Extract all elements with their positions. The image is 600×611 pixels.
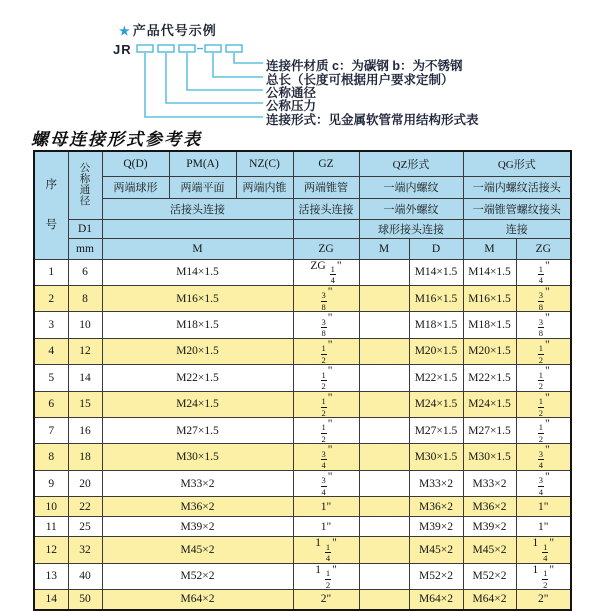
- header-qz-m: M: [359, 238, 409, 259]
- table-row: [34, 338, 571, 364]
- code-label-pressure: 公称压力: [266, 99, 317, 113]
- cell-qg-m: M27×1.5: [463, 418, 516, 444]
- cell-thread-zg: $\frac{3}{8}$ ": [293, 285, 359, 311]
- cell-thread-zg: 1 $\frac{1}{4}$ ": [293, 537, 359, 563]
- code-label-connection: 连接形式：见金属软管常用结构形式表: [266, 113, 479, 127]
- leader-line-material: [234, 53, 263, 63]
- cell-thread-zg: $\frac{1}{2}$ ": [293, 365, 359, 391]
- cell-thread-zg: 1 $\frac{1}{2}$ ": [293, 563, 359, 589]
- cell-thread-zg: 2": [293, 590, 359, 610]
- cell-qg-zg: 2": [516, 590, 571, 610]
- cell-dn: 20: [68, 470, 102, 496]
- cell-serial: 3: [34, 312, 68, 338]
- code-label-length: 总长（长度可根据用户要求定制）: [266, 73, 454, 87]
- cell-thread-zg: $\frac{3}{4}$ ": [293, 470, 359, 496]
- cell-qz-m: [359, 517, 409, 537]
- star-icon: ★: [119, 24, 131, 38]
- cell-qg-zg: $\frac{3}{8}$ ": [516, 312, 571, 338]
- header-conn-taper-qg: 一端锥管螺纹接头: [463, 198, 571, 219]
- cell-qz-d: M36×2: [409, 497, 463, 517]
- cell-qg-zg: $\frac{1}{2}$ ": [516, 391, 571, 417]
- cell-thread-m: M30×1.5: [102, 444, 293, 470]
- header-conn-union: 活接头连接: [102, 198, 293, 219]
- leader-line-diameter: [187, 53, 263, 90]
- cell-qz-m: [359, 259, 409, 285]
- code-box-4: [205, 45, 221, 52]
- cell-qg-zg: 1": [516, 497, 571, 517]
- code-box-2: [158, 45, 174, 52]
- header-form-gz: GZ: [293, 151, 359, 176]
- cell-qg-zg: $\frac{3}{4}$ ": [516, 470, 571, 496]
- header-desc-gz: 两端锥管: [293, 176, 359, 198]
- header-empty-gz: [293, 219, 359, 238]
- code-box-5: [226, 45, 242, 52]
- cell-qg-m: M52×2: [463, 563, 516, 589]
- cell-serial: 10: [34, 497, 68, 517]
- cell-qg-m: M22×1.5: [463, 365, 516, 391]
- cell-qg-m: M14×1.5: [463, 259, 516, 285]
- cell-qz-d: M24×1.5: [409, 391, 463, 417]
- cell-qg-m: M18×1.5: [463, 312, 516, 338]
- cell-qz-d: M45×2: [409, 537, 463, 563]
- cell-qg-zg: 1 $\frac{1}{2}$ ": [516, 563, 571, 589]
- cell-qz-d: M52×2: [409, 563, 463, 589]
- cell-thread-m: M14×1.5: [102, 259, 293, 285]
- cell-qg-m: M30×1.5: [463, 444, 516, 470]
- header-conn-ext-qz: 一端外螺纹: [359, 198, 463, 219]
- cell-qz-m: [359, 418, 409, 444]
- cell-dn: 6: [68, 259, 102, 285]
- leader-line-pressure: [166, 53, 263, 103]
- table-row: [34, 365, 571, 391]
- cell-qg-m: M36×2: [463, 497, 516, 517]
- cell-dn: 16: [68, 418, 102, 444]
- cell-dn: 18: [68, 444, 102, 470]
- cell-qz-d: M16×1.5: [409, 285, 463, 311]
- cell-qg-zg: $\frac{1}{2}$ ": [516, 365, 571, 391]
- header-qg-zg: ZG: [516, 238, 571, 259]
- cell-qz-m: [359, 338, 409, 364]
- cell-dn: 50: [68, 590, 102, 610]
- cell-qg-zg: 1 $\frac{1}{4}$ ": [516, 537, 571, 563]
- cell-qg-m: M16×1.5: [463, 285, 516, 311]
- table-row: [34, 285, 571, 311]
- cell-qg-zg: $\frac{1}{2}$ ": [516, 338, 571, 364]
- code-box-3: [179, 45, 195, 52]
- cell-qz-m: [359, 537, 409, 563]
- cell-qg-zg: $\frac{3}{4}$ ": [516, 444, 571, 470]
- header-serial: 序 号: [34, 151, 68, 259]
- header-ball-joint-qz: 球形接头连接: [359, 219, 463, 238]
- cell-thread-m: M36×2: [102, 497, 293, 517]
- header-desc-pma: 两端平面: [169, 176, 236, 198]
- cell-thread-zg: 1": [293, 517, 359, 537]
- table-row: [34, 517, 571, 537]
- cell-qz-d: M39×2: [409, 517, 463, 537]
- cell-thread-zg: $\frac{1}{2}$ ": [293, 391, 359, 417]
- cell-qg-m: M45×2: [463, 537, 516, 563]
- cell-thread-m: M33×2: [102, 470, 293, 496]
- table-row: [34, 590, 571, 610]
- cell-thread-m: M27×1.5: [102, 418, 293, 444]
- product-code-prefix: JR: [113, 42, 132, 57]
- cell-qg-m: M39×2: [463, 517, 516, 537]
- header-dn: 公 称 通 径: [68, 151, 102, 219]
- cell-qz-m: [359, 365, 409, 391]
- cell-thread-zg: 1": [293, 497, 359, 517]
- cell-dn: 40: [68, 563, 102, 589]
- cell-qg-m: M24×1.5: [463, 391, 516, 417]
- cell-dn: 32: [68, 537, 102, 563]
- header-empty-left: [102, 219, 293, 238]
- cell-serial: 9: [34, 470, 68, 496]
- header-thread-m: M: [102, 238, 293, 259]
- cell-thread-m: M45×2: [102, 537, 293, 563]
- cell-thread-m: M20×1.5: [102, 338, 293, 364]
- cell-serial: 8: [34, 444, 68, 470]
- header-qz-d: D: [409, 238, 463, 259]
- cell-qg-m: M64×2: [463, 590, 516, 610]
- cell-dn: 10: [68, 312, 102, 338]
- cell-thread-m: M16×1.5: [102, 285, 293, 311]
- table-row: [34, 470, 571, 496]
- cell-thread-m: M22×1.5: [102, 365, 293, 391]
- cell-serial: 7: [34, 418, 68, 444]
- header-desc-qg: 一端内螺纹活接头: [463, 176, 571, 198]
- code-label-material: 连接件材质 c：为碳钢 b：为不锈钢: [266, 59, 463, 73]
- table-title: 螺母连接形式参考表: [31, 130, 202, 150]
- header-desc-qz: 一端内螺纹: [359, 176, 463, 198]
- cell-thread-zg: $\frac{1}{2}$ ": [293, 418, 359, 444]
- table-row: [34, 312, 571, 338]
- cell-qg-zg: 1": [516, 517, 571, 537]
- product-code-heading-text: 产品代号示例: [132, 23, 217, 38]
- header-desc-qd: 两端球形: [102, 176, 169, 198]
- cell-thread-m: M52×2: [102, 563, 293, 589]
- cell-qz-d: M22×1.5: [409, 365, 463, 391]
- leader-line-length: [213, 53, 263, 77]
- cell-serial: 5: [34, 365, 68, 391]
- cell-thread-m: M24×1.5: [102, 391, 293, 417]
- header-form-pma: PM(A): [169, 151, 236, 176]
- cell-qg-zg: $\frac{3}{8}$ ": [516, 285, 571, 311]
- table-row: [34, 563, 571, 589]
- header-unit-mm: mm: [68, 238, 102, 259]
- table-row: [34, 391, 571, 417]
- header-thread-zg: ZG: [293, 238, 359, 259]
- header-connect-qg: 连接: [463, 219, 571, 238]
- reference-table-wrap: [33, 150, 570, 611]
- cell-thread-zg: $\frac{3}{4}$ ": [293, 444, 359, 470]
- cell-qg-zg: $\frac{1}{4}$ ": [516, 259, 571, 285]
- nut-connection-table: [33, 150, 572, 611]
- cell-serial: 11: [34, 517, 68, 537]
- cell-qz-d: M14×1.5: [409, 259, 463, 285]
- header-form-nzc: NZ(C): [236, 151, 293, 176]
- cell-dn: 25: [68, 517, 102, 537]
- cell-qz-d: M33×2: [409, 470, 463, 496]
- cell-thread-zg: ZG $\frac{1}{4}$ ": [293, 259, 359, 285]
- cell-serial: 1: [34, 259, 68, 285]
- cell-dn: 8: [68, 285, 102, 311]
- header-conn-union-gz: 活接头连接: [293, 198, 359, 219]
- code-box-1: [137, 45, 153, 52]
- cell-dn: 12: [68, 338, 102, 364]
- cell-qz-d: M20×1.5: [409, 338, 463, 364]
- cell-qz-m: [359, 391, 409, 417]
- cell-serial: 12: [34, 537, 68, 563]
- cell-qz-d: M64×2: [409, 590, 463, 610]
- cell-serial: 14: [34, 590, 68, 610]
- cell-qz-m: [359, 285, 409, 311]
- table-row: [34, 418, 571, 444]
- cell-qg-m: M33×2: [463, 470, 516, 496]
- cell-thread-zg: $\frac{1}{2}$ ": [293, 338, 359, 364]
- cell-thread-m: M39×2: [102, 517, 293, 537]
- table-row: [34, 259, 571, 285]
- cell-qg-m: M20×1.5: [463, 338, 516, 364]
- cell-qz-m: [359, 444, 409, 470]
- table-row: [34, 497, 571, 517]
- header-d1: D1: [68, 219, 102, 238]
- cell-serial: 6: [34, 391, 68, 417]
- table-row: [34, 537, 571, 563]
- cell-serial: 2: [34, 285, 68, 311]
- cell-qz-m: [359, 312, 409, 338]
- cell-thread-m: M64×2: [102, 590, 293, 610]
- cell-qz-m: [359, 590, 409, 610]
- header-qg-m: M: [463, 238, 516, 259]
- cell-qz-d: M27×1.5: [409, 418, 463, 444]
- cell-qz-d: M18×1.5: [409, 312, 463, 338]
- header-form-qg: QG形式: [463, 151, 571, 176]
- header-form-qd: Q(D): [102, 151, 169, 176]
- cell-serial: 13: [34, 563, 68, 589]
- cell-serial: 4: [34, 338, 68, 364]
- cell-dn: 22: [68, 497, 102, 517]
- cell-dn: 14: [68, 365, 102, 391]
- table-row: [34, 444, 571, 470]
- cell-qz-m: [359, 470, 409, 496]
- header-desc-nzc: 两端内锥: [236, 176, 293, 198]
- cell-qz-d: M30×1.5: [409, 444, 463, 470]
- cell-thread-m: M18×1.5: [102, 312, 293, 338]
- cell-qg-zg: $\frac{1}{2}$ ": [516, 418, 571, 444]
- cell-qz-m: [359, 497, 409, 517]
- code-label-diameter: 公称通径: [266, 86, 317, 100]
- cell-thread-zg: $\frac{3}{8}$ ": [293, 312, 359, 338]
- header-form-qz: QZ形式: [359, 151, 463, 176]
- cell-qz-m: [359, 563, 409, 589]
- cell-dn: 15: [68, 391, 102, 417]
